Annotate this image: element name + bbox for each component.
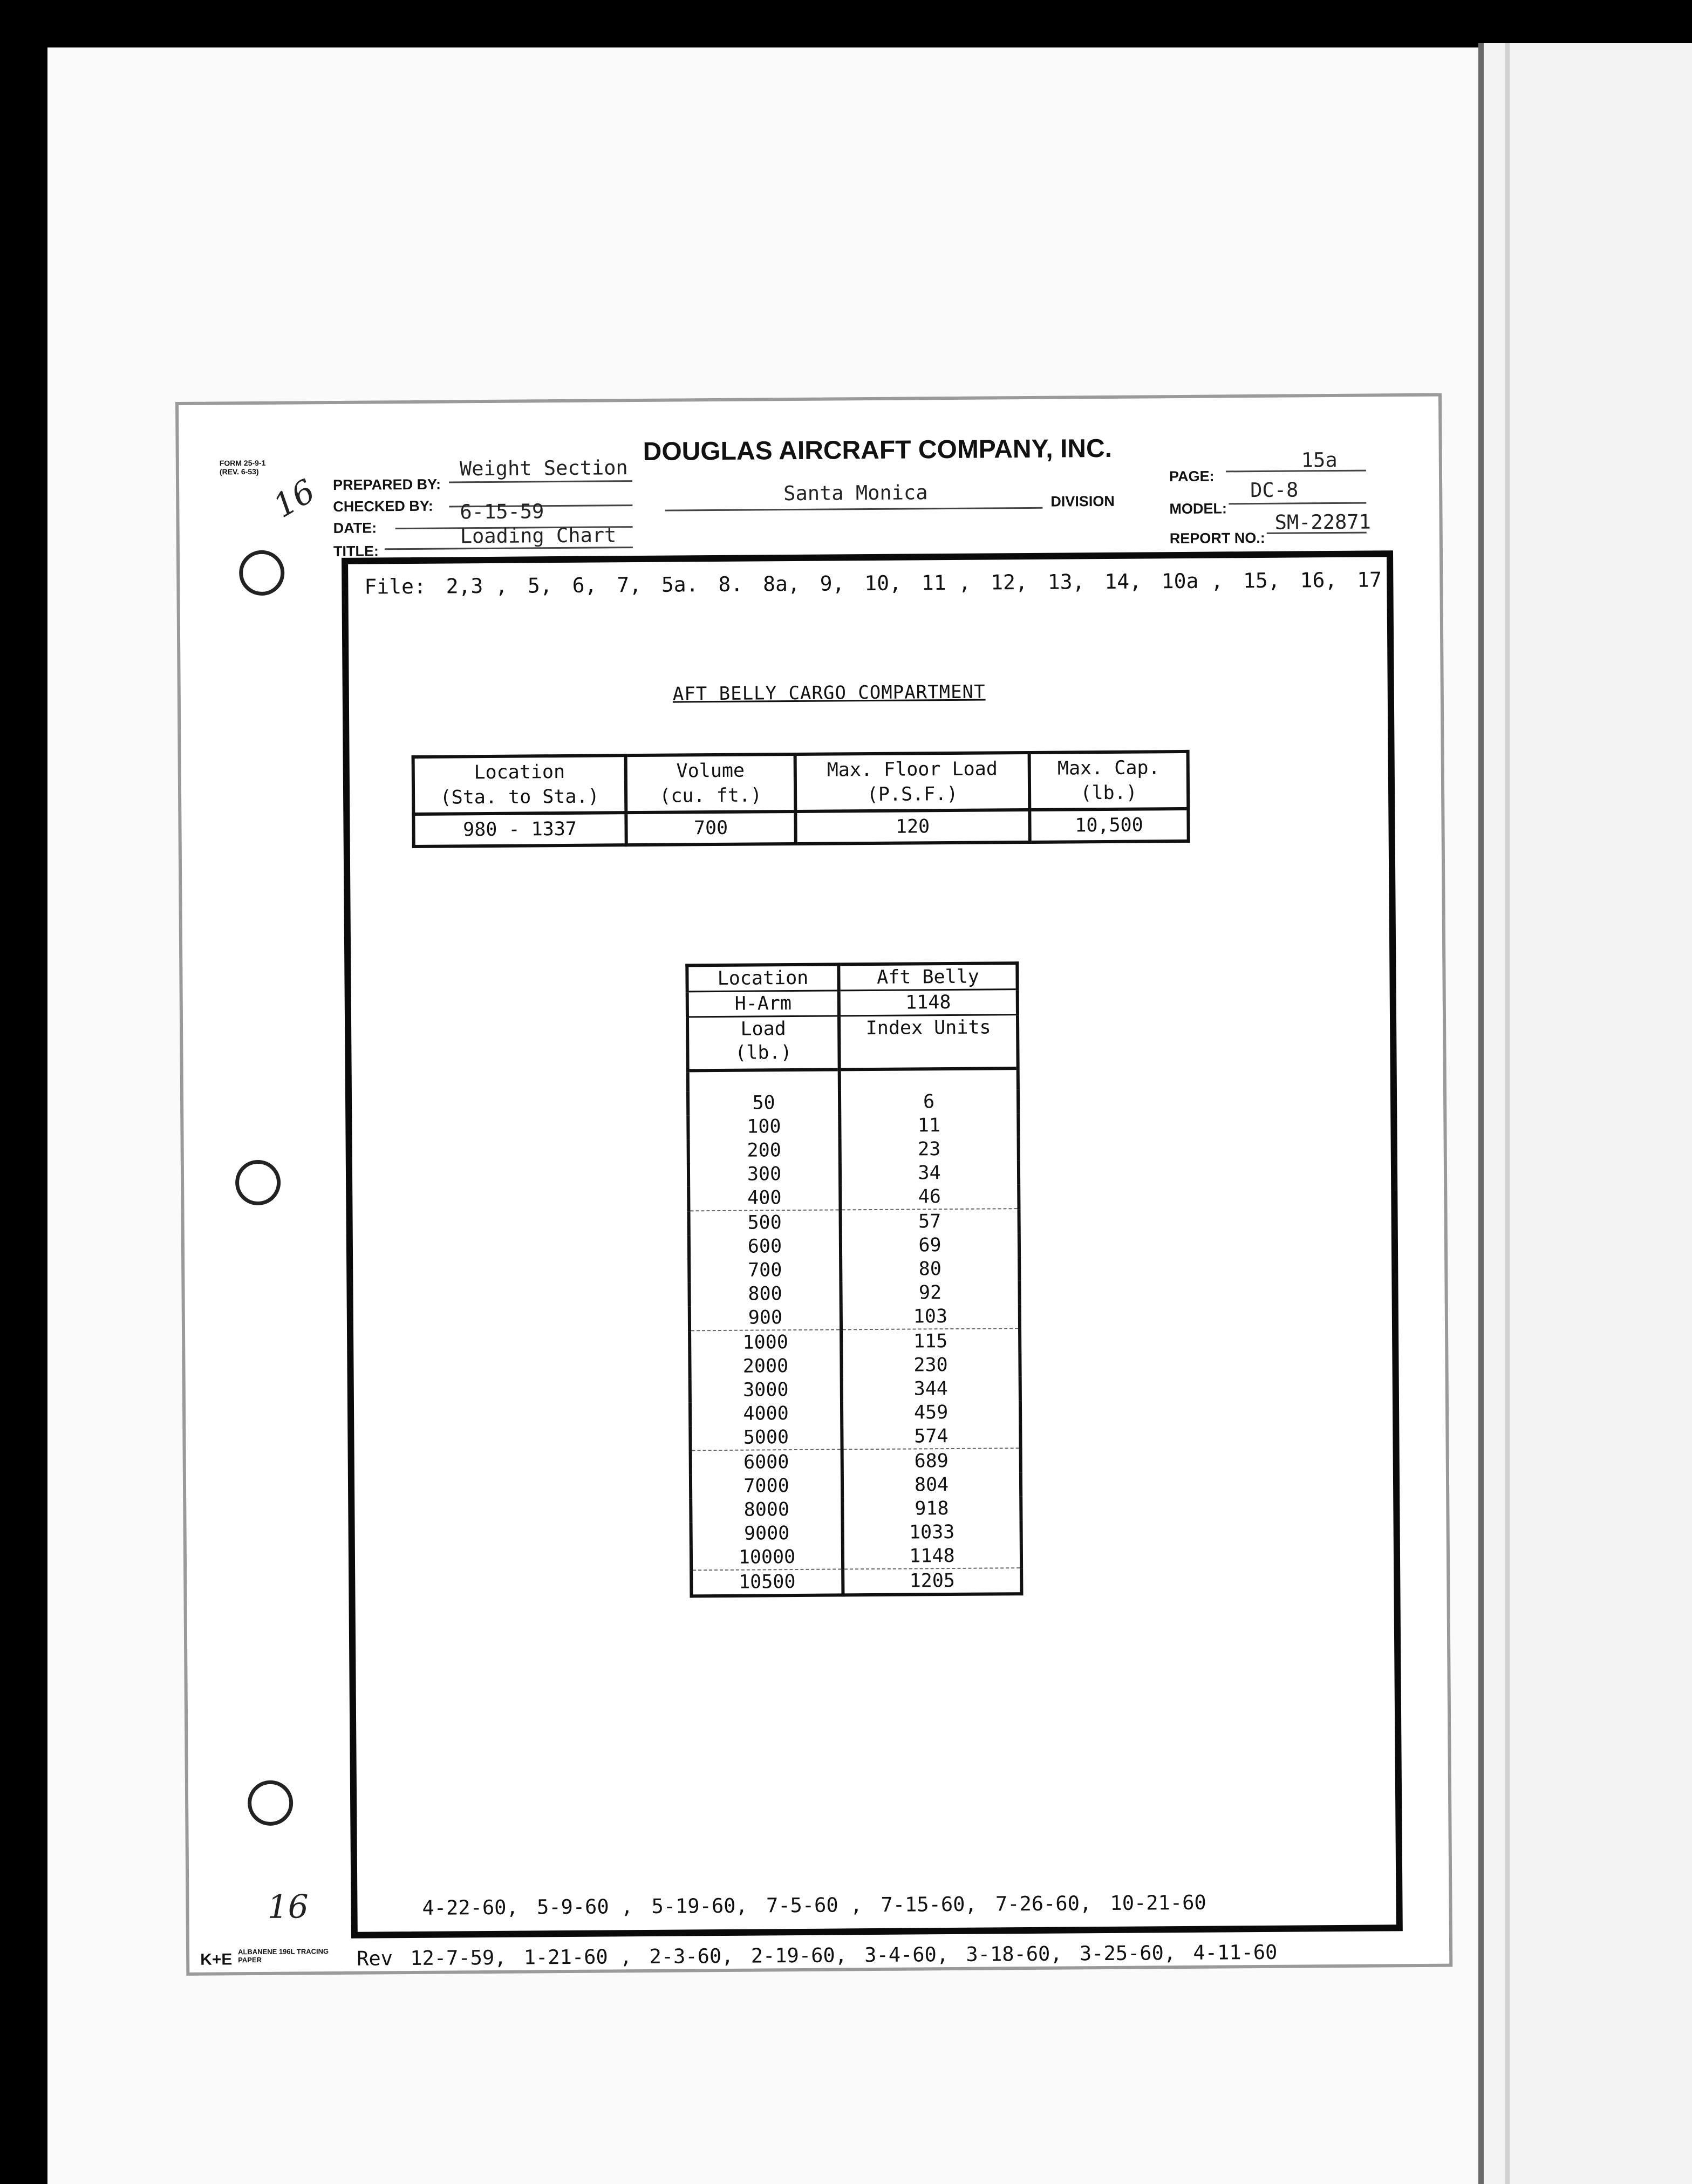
index-harm-value: 1148 (839, 989, 1018, 1016)
table-row (688, 1161, 1019, 1186)
revision-date: 3-18-60, (966, 1942, 1062, 1966)
revision-date: 3-4-60, (864, 1943, 949, 1967)
load-cell: 10500 (691, 1569, 843, 1596)
table-row (691, 1568, 1021, 1596)
load-cell: 9000 (691, 1521, 843, 1546)
load-cell: 6000 (691, 1449, 842, 1475)
revision-date: 2-3-60, (649, 1944, 734, 1968)
file-item: 7, (617, 572, 642, 597)
gap-cell (688, 1069, 840, 1091)
table-row (688, 1089, 1018, 1115)
chart-frame (342, 550, 1403, 1939)
model-value: DC-8 (1250, 478, 1299, 502)
revision-date: 4-22-60, (422, 1895, 518, 1920)
page-line (1226, 470, 1366, 473)
revision-dates-lower (357, 1941, 1283, 1970)
table-row (688, 1113, 1018, 1139)
index-cell: 804 (842, 1472, 1021, 1497)
page-value: 15a (1301, 448, 1338, 472)
index-cell: 918 (842, 1496, 1021, 1521)
table-row (691, 1520, 1021, 1546)
checked-by-label: CHECKED BY: (333, 497, 433, 515)
table-row (690, 1328, 1020, 1355)
header-subtext: (P.S.F.) (867, 783, 958, 806)
header-subtext: (Sta. to Sta.) (440, 786, 599, 809)
index-cell: 46 (840, 1184, 1019, 1210)
date-value: 6-15-59 (460, 500, 544, 524)
table-row (691, 1472, 1021, 1498)
index-header-location: Location (687, 964, 838, 991)
index-cell: 69 (841, 1233, 1019, 1258)
load-cell: 100 (688, 1114, 840, 1139)
header-floor-load (795, 753, 1030, 811)
form-rev-text: (REV. 6-53) (219, 467, 259, 476)
load-cell: 400 (688, 1185, 840, 1211)
header-text: Location (474, 761, 565, 784)
file-item: 10, (864, 571, 902, 596)
table-row (688, 1209, 1019, 1235)
load-cell: 300 (688, 1162, 840, 1186)
table-row (690, 1304, 1020, 1330)
margin-note-bottom: 16 (267, 1888, 309, 1926)
header-subtext: (lb.) (1080, 782, 1137, 804)
file-item: 2,3 , (446, 574, 508, 598)
cell-volume: 700 (626, 811, 795, 845)
page-label: PAGE: (1169, 468, 1215, 485)
binder-hole-top (239, 550, 285, 596)
table-row (689, 1233, 1019, 1259)
title-value: Loading Chart (460, 523, 617, 548)
cell-max-cap: 10,500 (1029, 809, 1188, 842)
file-item: 12, (991, 570, 1028, 595)
file-item: 8a, (762, 571, 800, 596)
table-row (691, 1448, 1021, 1475)
load-cell: 7000 (691, 1473, 842, 1498)
index-load-label: Load (740, 1018, 786, 1040)
index-cell: 344 (842, 1376, 1020, 1401)
header-location (413, 755, 626, 814)
index-table (685, 961, 1023, 1598)
title-label: TITLE: (333, 543, 379, 559)
header-text: Max. Floor Load (827, 758, 998, 781)
load-cell: 2000 (690, 1354, 841, 1378)
index-header-row (687, 963, 1017, 992)
table-row (690, 1353, 1020, 1378)
model-line (1229, 502, 1366, 505)
revision-date: 4-11-60 (1193, 1940, 1278, 1964)
revision-dates-upper (422, 1891, 1212, 1920)
revision-date: 1-21-60 , (523, 1945, 632, 1969)
binder-edge (1478, 43, 1692, 2184)
cell-location: 980 - 1337 (413, 813, 626, 847)
division-label: DIVISION (1050, 493, 1115, 510)
revision-label: Rev (357, 1947, 393, 1970)
index-gap-row (688, 1068, 1018, 1091)
index-cell: 459 (842, 1400, 1020, 1425)
table-row (688, 1137, 1019, 1163)
table-row (690, 1376, 1020, 1402)
paper-note: ALBANENE 196L TRACING PAPER (238, 1947, 329, 1964)
header-volume (626, 754, 796, 813)
compartment-table-header (413, 752, 1189, 814)
revision-date: 3-25-60, (1079, 1941, 1176, 1965)
revision-date: 10-21-60 (1110, 1890, 1206, 1915)
file-item: 9, (820, 571, 845, 596)
revision-date: 2-19-60, (751, 1943, 848, 1968)
table-row (688, 1184, 1019, 1211)
table-row (689, 1257, 1019, 1282)
title-line (385, 547, 633, 550)
index-cell: 1148 (843, 1544, 1021, 1569)
index-harm-label: H-Arm (687, 991, 839, 1017)
index-load-header (687, 1016, 840, 1070)
file-item: 11 , (921, 570, 971, 595)
load-cell: 500 (688, 1210, 840, 1235)
index-cell: 689 (842, 1448, 1021, 1473)
compartment-table-row (413, 809, 1188, 847)
file-item: 5, (527, 574, 552, 598)
file-item: 15, (1243, 568, 1280, 593)
division-line (665, 507, 1042, 511)
index-cell: 1205 (843, 1568, 1021, 1595)
revision-date: 7-26-60, (995, 1892, 1092, 1916)
load-cell: 200 (688, 1138, 840, 1163)
header-text: Volume (676, 760, 745, 782)
header-subtext: (cu. ft.) (659, 784, 762, 807)
file-item: 10a , (1161, 569, 1224, 593)
header-max-cap (1029, 752, 1189, 810)
load-cell: 3000 (690, 1377, 842, 1402)
index-cell: 57 (840, 1209, 1019, 1234)
index-load-unit: (lb.) (735, 1042, 792, 1064)
prepared-by-value: Weight Section (459, 456, 628, 481)
file-item: 16, (1300, 568, 1338, 592)
table-row (690, 1400, 1020, 1426)
form-sheet (175, 393, 1452, 1976)
file-item: 5a. (661, 572, 699, 597)
report-value: SM-22871 (1274, 510, 1371, 534)
load-cell: 8000 (691, 1497, 842, 1522)
index-cell: 1033 (843, 1520, 1021, 1545)
table-row (690, 1424, 1020, 1450)
report-line (1267, 532, 1367, 534)
load-cell: 5000 (690, 1425, 842, 1450)
file-item: 14, (1104, 569, 1142, 593)
revision-date: 7-15-60, (881, 1892, 977, 1916)
load-cell: 700 (689, 1258, 841, 1282)
header-text: Max. Cap. (1057, 757, 1160, 780)
binder-hole-bottom (248, 1780, 294, 1826)
revision-date: 5-19-60, (651, 1894, 748, 1918)
gap-cell (840, 1068, 1018, 1090)
revision-date: 12-7-59, (410, 1946, 507, 1970)
load-cell: 900 (690, 1305, 841, 1330)
file-label: File: (364, 574, 426, 599)
binder-hole-middle (235, 1160, 281, 1206)
load-cell: 50 (688, 1090, 840, 1115)
index-cell: 103 (841, 1304, 1020, 1329)
load-cell: 10000 (691, 1545, 843, 1570)
table-row (689, 1280, 1019, 1306)
form-number (220, 459, 266, 476)
revision-date: 7-5-60 , (766, 1893, 863, 1917)
model-label: MODEL: (1169, 500, 1227, 517)
index-cell: 6 (840, 1089, 1018, 1114)
report-label: REPORT NO.: (1169, 529, 1265, 547)
index-cell: 11 (840, 1113, 1018, 1138)
cell-floor-load: 120 (795, 810, 1029, 844)
index-cell: 574 (842, 1424, 1020, 1449)
date-label: DATE: (333, 520, 377, 536)
file-item: 6, (572, 573, 597, 597)
company-name: DOUGLAS AIRCRAFT COMPANY, INC. (643, 434, 1113, 466)
index-cell: 230 (841, 1353, 1020, 1377)
index-cell: 23 (840, 1137, 1019, 1162)
index-cell: 34 (840, 1161, 1019, 1185)
section-title: AFT BELLY CARGO COMPARTMENT (672, 681, 986, 705)
table-row (691, 1544, 1021, 1570)
load-cell: 600 (689, 1234, 841, 1259)
load-cell: 4000 (690, 1401, 842, 1426)
file-item: 8. (718, 572, 743, 596)
index-cell: 115 (841, 1328, 1020, 1354)
file-item: 17 (1356, 568, 1382, 592)
margin-note-top: 16 (267, 472, 322, 525)
index-harm-row (687, 989, 1018, 1017)
index-cell: 80 (841, 1257, 1019, 1281)
file-item: 13, (1047, 570, 1085, 594)
load-cell: 1000 (690, 1329, 841, 1355)
load-cell: 800 (689, 1281, 841, 1306)
prepared-by-label: PREPARED BY: (332, 476, 441, 493)
compartment-table (412, 750, 1190, 848)
brand-logo: K+E (200, 1950, 233, 1969)
division-value: Santa Monica (783, 481, 928, 506)
form-number-text: FORM 25-9-1 (219, 458, 266, 468)
index-units-row (687, 1015, 1018, 1071)
table-row (691, 1496, 1021, 1522)
prepared-by-line (449, 480, 632, 483)
index-cell: 92 (841, 1280, 1019, 1305)
file-list (364, 568, 1389, 598)
revision-date: 5-9-60 , (536, 1895, 633, 1919)
index-units-label: Index Units (839, 1015, 1018, 1070)
index-header-aft-belly: Aft Belly (838, 963, 1017, 991)
